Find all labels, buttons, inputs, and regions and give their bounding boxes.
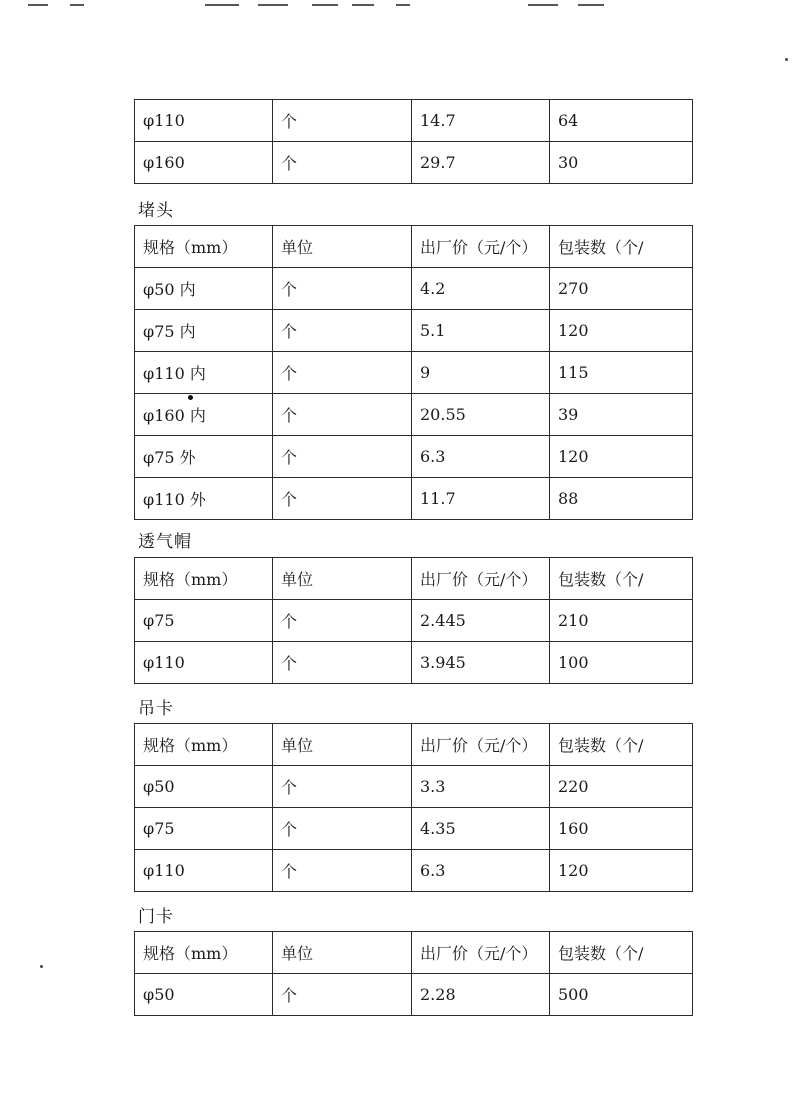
pack-cell: 270 (550, 268, 693, 310)
table-row (135, 100, 693, 142)
spec-cell: φ110 内 (135, 352, 273, 394)
section-heading-vent-cap: 透气帽 (138, 532, 192, 552)
pack-cell: 120 (550, 310, 693, 352)
table-row (135, 436, 693, 478)
door-clamp-section (134, 931, 692, 1016)
unit-cell: 个 (273, 100, 412, 142)
spec-cell: φ50 内 (135, 268, 273, 310)
header-price: 出厂价（元/个） (412, 226, 550, 268)
pack-cell: 64 (550, 100, 693, 142)
section-heading-door-clamp: 门卡 (138, 907, 174, 927)
pack-cell: 39 (550, 394, 693, 436)
header-price: 出厂价（元/个） (412, 932, 550, 974)
spec-cell: φ110 外 (135, 478, 273, 520)
pack-cell: 120 (550, 850, 693, 892)
spec-cell: φ75 (135, 600, 273, 642)
table-row (135, 766, 693, 808)
section-heading-hanger-clamp: 吊卡 (138, 699, 174, 719)
unit-cell: 个 (273, 436, 412, 478)
pack-cell: 100 (550, 642, 693, 684)
header-spec: 规格（mm） (135, 558, 273, 600)
spec-cell: φ75 内 (135, 310, 273, 352)
header-spec: 规格（mm） (135, 724, 273, 766)
hanger-clamp-table (134, 723, 693, 892)
table-row (135, 352, 693, 394)
header-unit: 单位 (273, 226, 412, 268)
price-cell: 29.7 (412, 142, 550, 184)
unit-cell: 个 (273, 974, 412, 1016)
table-header-row (135, 558, 693, 600)
table-row (135, 310, 693, 352)
scan-artifact-marks (0, 0, 800, 20)
price-cell: 6.3 (412, 850, 550, 892)
spec-cell: φ110 (135, 642, 273, 684)
scan-speck (40, 965, 43, 968)
header-unit: 单位 (273, 932, 412, 974)
pack-cell: 160 (550, 808, 693, 850)
pack-cell: 210 (550, 600, 693, 642)
unit-cell: 个 (273, 142, 412, 184)
unit-cell: 个 (273, 766, 412, 808)
vent-cap-table (134, 557, 693, 684)
price-cell: 20.55 (412, 394, 550, 436)
spec-cell: φ110 (135, 850, 273, 892)
spec-cell: φ50 (135, 974, 273, 1016)
unit-cell: 个 (273, 478, 412, 520)
pack-cell: 500 (550, 974, 693, 1016)
table-header-row (135, 226, 693, 268)
plug-table (134, 225, 693, 520)
table-row (135, 642, 693, 684)
pack-cell: 120 (550, 436, 693, 478)
header-price: 出厂价（元/个） (412, 558, 550, 600)
spec-cell: φ75 (135, 808, 273, 850)
plug-section (134, 225, 692, 520)
table-row (135, 142, 693, 184)
scan-speck (785, 58, 788, 61)
header-pack: 包装数（个/ (550, 226, 693, 268)
header-pack: 包装数（个/ (550, 558, 693, 600)
price-cell: 11.7 (412, 478, 550, 520)
table-row (135, 268, 693, 310)
header-spec: 规格（mm） (135, 932, 273, 974)
pack-cell: 30 (550, 142, 693, 184)
pack-cell: 220 (550, 766, 693, 808)
header-spec: 规格（mm） (135, 226, 273, 268)
header-pack: 包装数（个/ (550, 932, 693, 974)
spec-cell: φ50 (135, 766, 273, 808)
price-cell: 2.28 (412, 974, 550, 1016)
unit-cell: 个 (273, 310, 412, 352)
unit-cell: 个 (273, 808, 412, 850)
table-row (135, 600, 693, 642)
hanger-clamp-section (134, 723, 692, 892)
pack-cell: 88 (550, 478, 693, 520)
price-cell: 3.945 (412, 642, 550, 684)
table-header-row (135, 724, 693, 766)
price-cell: 14.7 (412, 100, 550, 142)
price-cell: 6.3 (412, 436, 550, 478)
section-heading-plug: 堵头 (138, 201, 174, 221)
price-cell: 4.35 (412, 808, 550, 850)
header-unit: 单位 (273, 724, 412, 766)
price-cell: 9 (412, 352, 550, 394)
table-row (135, 394, 693, 436)
price-cell: 3.3 (412, 766, 550, 808)
pack-cell: 115 (550, 352, 693, 394)
unit-cell: 个 (273, 268, 412, 310)
table-row (135, 974, 693, 1016)
pipe-continuation-section (134, 99, 692, 184)
table-row (135, 808, 693, 850)
pipe-continuation-table (134, 99, 693, 184)
price-cell: 2.445 (412, 600, 550, 642)
vent-cap-section (134, 557, 692, 684)
table-row (135, 478, 693, 520)
unit-cell: 个 (273, 394, 412, 436)
header-price: 出厂价（元/个） (412, 724, 550, 766)
spec-cell: φ75 外 (135, 436, 273, 478)
spec-cell: φ110 (135, 100, 273, 142)
spec-cell: φ160 内 (135, 394, 273, 436)
price-cell: 5.1 (412, 310, 550, 352)
door-clamp-table (134, 931, 693, 1016)
price-cell: 4.2 (412, 268, 550, 310)
table-header-row (135, 932, 693, 974)
table-row (135, 850, 693, 892)
unit-cell: 个 (273, 642, 412, 684)
unit-cell: 个 (273, 600, 412, 642)
header-unit: 单位 (273, 558, 412, 600)
header-pack: 包装数（个/ (550, 724, 693, 766)
unit-cell: 个 (273, 352, 412, 394)
spec-cell: φ160 (135, 142, 273, 184)
unit-cell: 个 (273, 850, 412, 892)
